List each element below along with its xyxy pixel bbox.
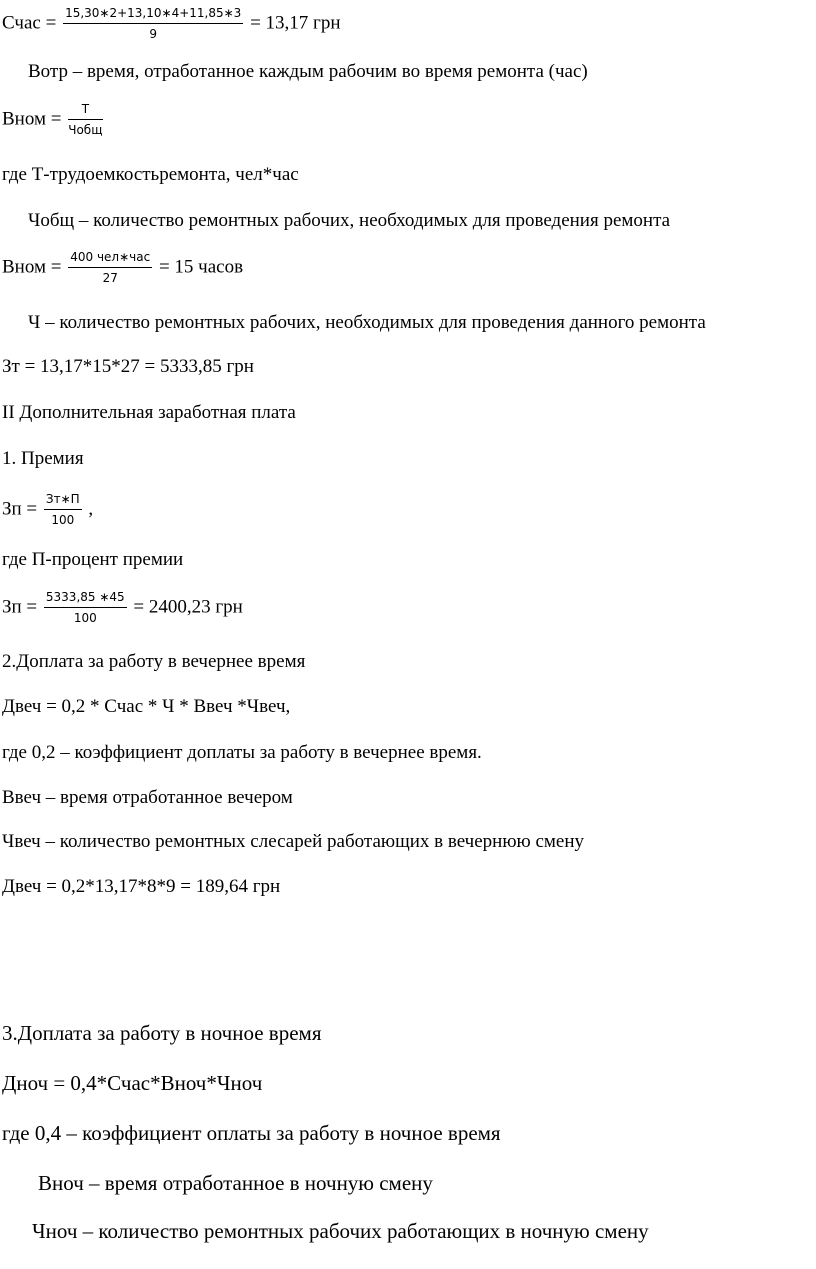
formula-result: = 15 часов <box>158 256 244 278</box>
formula-vnom <box>2 102 105 138</box>
fraction-numerator: 400 чел∗час <box>68 250 152 268</box>
definition-coef-night: где 0,4 – коэффициент оплаты за работу в ночное время <box>2 1121 501 1145</box>
definition-vnoch: Вноч – время отработанное в ночную смену <box>38 1171 433 1195</box>
definition-chnoch: Чноч – количество ремонтных рабочих работающих в ночную смену <box>32 1219 649 1243</box>
formula-lhs: Вном = <box>2 256 62 278</box>
formula-zp <box>2 492 93 528</box>
definition-vvech: Ввеч – время отработанное вечером <box>2 787 293 808</box>
fraction <box>44 492 82 528</box>
fraction-numerator: Т <box>68 102 102 120</box>
definition-p: где П-процент премии <box>2 549 184 570</box>
fraction <box>63 6 243 42</box>
fraction-numerator: 15,30∗2+13,10∗4+11,85∗3 <box>63 6 243 24</box>
formula-result: = 2400,23 грн <box>133 596 243 618</box>
formula-result: , <box>88 498 94 520</box>
fraction <box>68 102 102 138</box>
definition-votr: Вотр – время, отработанное каждым рабочим во время ремонта (час) <box>28 61 588 82</box>
definition-chvech: Чвеч – количество ремонтных слесарей работающих в вечернюю смену <box>2 831 585 852</box>
subheading-evening: 2.Доплата за работу в вечернее время <box>2 651 306 672</box>
formula-dnoch: Дноч = 0,4*Счас*Вноч*Чноч <box>2 1071 263 1095</box>
formula-lhs: Зп = <box>2 498 38 520</box>
subheading-night: 3.Доплата за работу в ночное время <box>2 1021 322 1045</box>
definition-coef-evening: где 0,2 – коэффициент доплаты за работу в вечернее время. <box>2 742 482 763</box>
fraction <box>68 250 152 286</box>
fraction-denominator: 100 <box>73 611 97 625</box>
section-heading: II Дополнительная заработная плата <box>2 402 296 423</box>
formula-lhs: Счас = <box>2 12 57 34</box>
formula-vnom-calc <box>2 250 243 286</box>
fraction-denominator: 27 <box>102 271 118 285</box>
fraction <box>44 590 127 626</box>
formula-zt: Зт = 13,17*15*27 = 5333,85 грн <box>2 356 254 377</box>
subheading-bonus: 1. Премия <box>2 448 84 469</box>
formula-dvech: Двеч = 0,2 * Счас * Ч * Ввеч *Чвеч, <box>2 696 291 717</box>
formula-result: = 13,17 грн <box>250 12 341 34</box>
formula-dvech-calc: Двеч = 0,2*13,17*8*9 = 189,64 грн <box>2 876 281 897</box>
fraction-denominator: 9 <box>149 27 157 41</box>
definition-ch: Ч – количество ремонтных рабочих, необходимых для проведения данного ремонта <box>28 312 706 333</box>
fraction-denominator: Чобщ <box>68 123 103 137</box>
formula-lhs: Зп = <box>2 596 38 618</box>
formula-zp-calc <box>2 590 243 626</box>
definition-chobsh: Чобщ – количество ремонтных рабочих, необходимых для проведения ремонта <box>28 210 671 231</box>
fraction-numerator: 5333,85 ∗45 <box>44 590 127 608</box>
fraction-numerator: Зт∗П <box>44 492 82 510</box>
formula-lhs: Вном = <box>2 108 62 130</box>
fraction-denominator: 100 <box>51 513 75 527</box>
definition-t: где Т-трудоемкостьремонта, чел*час <box>2 164 299 185</box>
formula-hourly-rate <box>2 6 341 42</box>
